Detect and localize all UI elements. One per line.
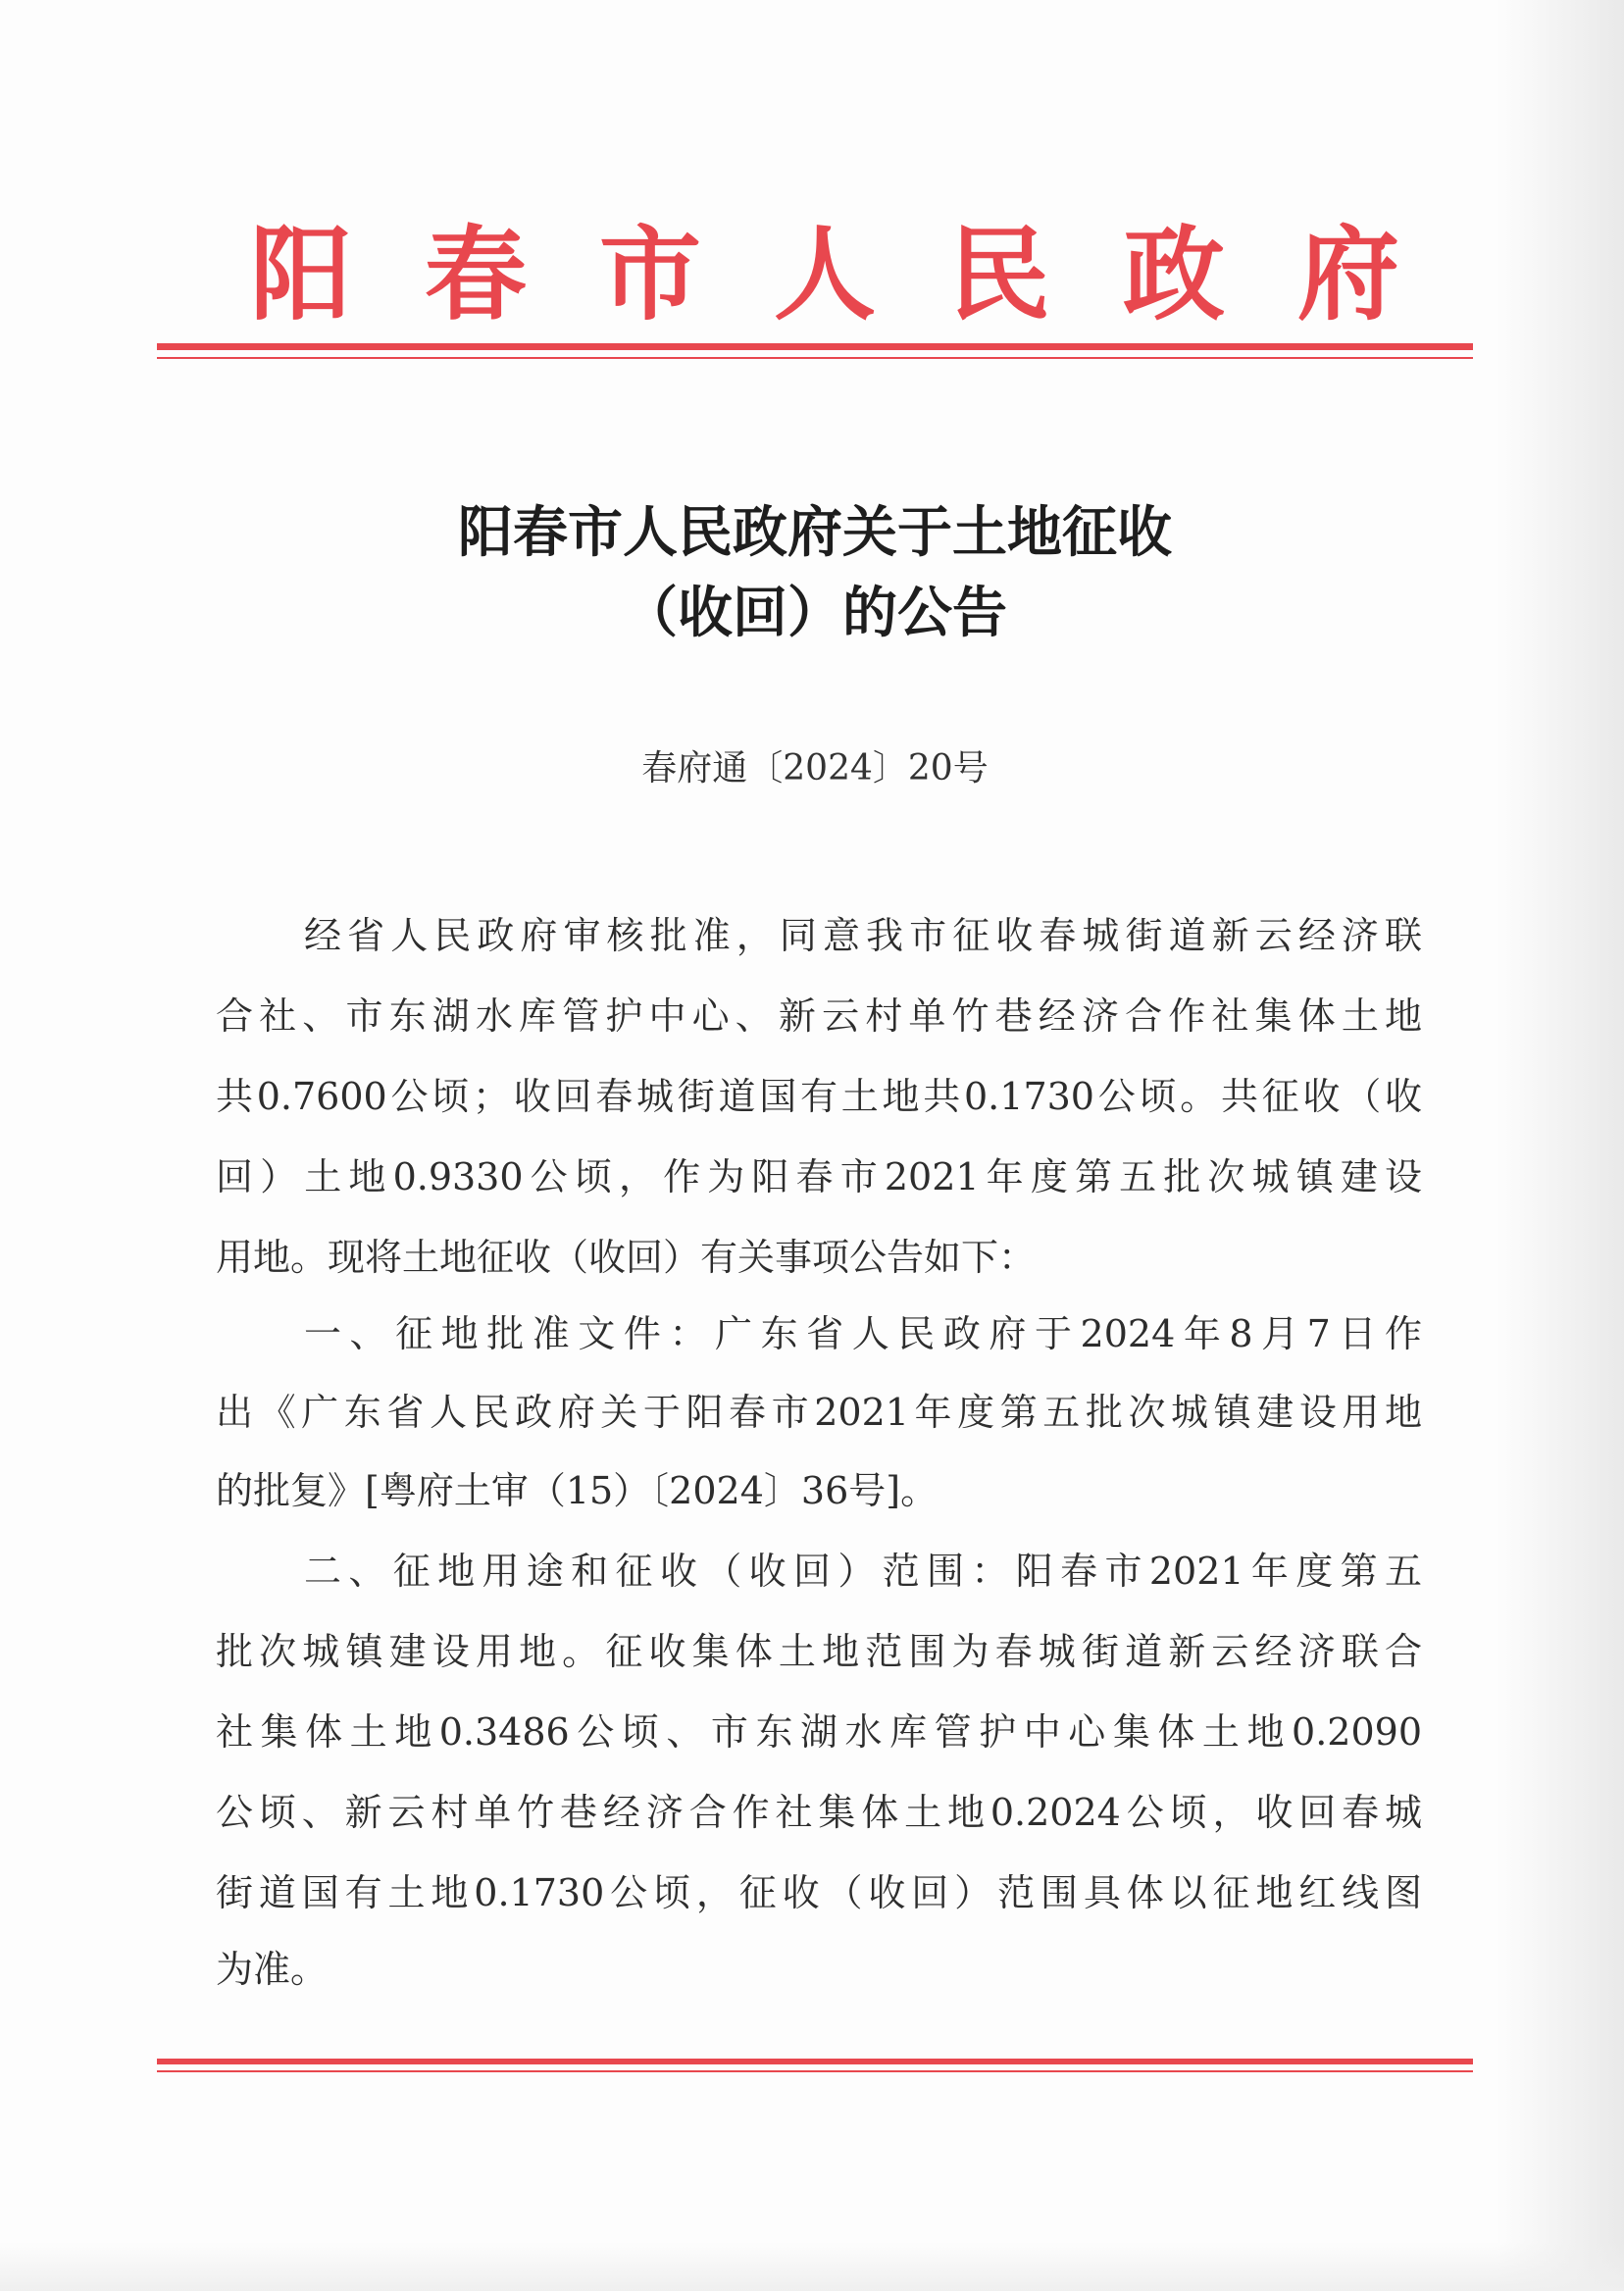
masthead-organization: 阳春市人民政府 xyxy=(250,214,1473,334)
footer-rule-thin xyxy=(157,2070,1473,2072)
footer-rule-thick xyxy=(157,2059,1473,2064)
scan-edge-shadow xyxy=(1497,0,1624,2291)
body-line: 公顷、新云村单竹巷经济合作社集体土地0.2024公顷，收回春城 xyxy=(216,1791,1422,1834)
masthead-rule-thick xyxy=(157,343,1473,350)
document-title-line-2: （收回）的公告 xyxy=(623,581,1007,645)
body-line: 批次城镇建设用地。征收集体土地范围为春城街道新云经济联合 xyxy=(216,1630,1422,1673)
body-line: 经省人民政府审核批准，同意我市征收春城街道新云经济联 xyxy=(304,914,1422,957)
body-line: 的批复》[粤府土审（15）〔2024〕36号]。 xyxy=(216,1469,939,1512)
masthead-rule-thin xyxy=(157,357,1473,359)
document-title-line-1: 阳春市人民政府关于土地征收 xyxy=(458,500,1172,565)
body-line: 回）土地0.9330公顷，作为阳春市2021年度第五批次城镇建设 xyxy=(216,1155,1422,1198)
body-line: 街道国有土地0.1730公顷，征收（收回）范围具体以征地红线图 xyxy=(216,1871,1422,1914)
document-number: 春府通〔2024〕20号 xyxy=(641,748,989,789)
body-line: 合社、市东湖水库管护中心、新云村单竹巷经济合作社集体土地 xyxy=(216,994,1422,1038)
body-line: 用地。现将土地征收（收回）有关事项公告如下： xyxy=(216,1236,1037,1279)
body-line: 二、征地用途和征收（收回）范围：阳春市2021年度第五 xyxy=(304,1550,1422,1593)
body-line: 社集体土地0.3486公顷、市东湖水库管护中心集体土地0.2090 xyxy=(216,1710,1422,1754)
body-line: 共0.7600公顷；收回春城街道国有土地共0.1730公顷。共征收（收 xyxy=(216,1075,1422,1118)
body-line: 一、征地批准文件：广东省人民政府于2024年8月7日作 xyxy=(304,1312,1422,1355)
body-line: 为准。 xyxy=(216,1948,329,1991)
body-line: 出《广东省人民政府关于阳春市2021年度第五批次城镇建设用地 xyxy=(216,1391,1422,1434)
scan-bottom-shadow xyxy=(0,2242,1624,2291)
